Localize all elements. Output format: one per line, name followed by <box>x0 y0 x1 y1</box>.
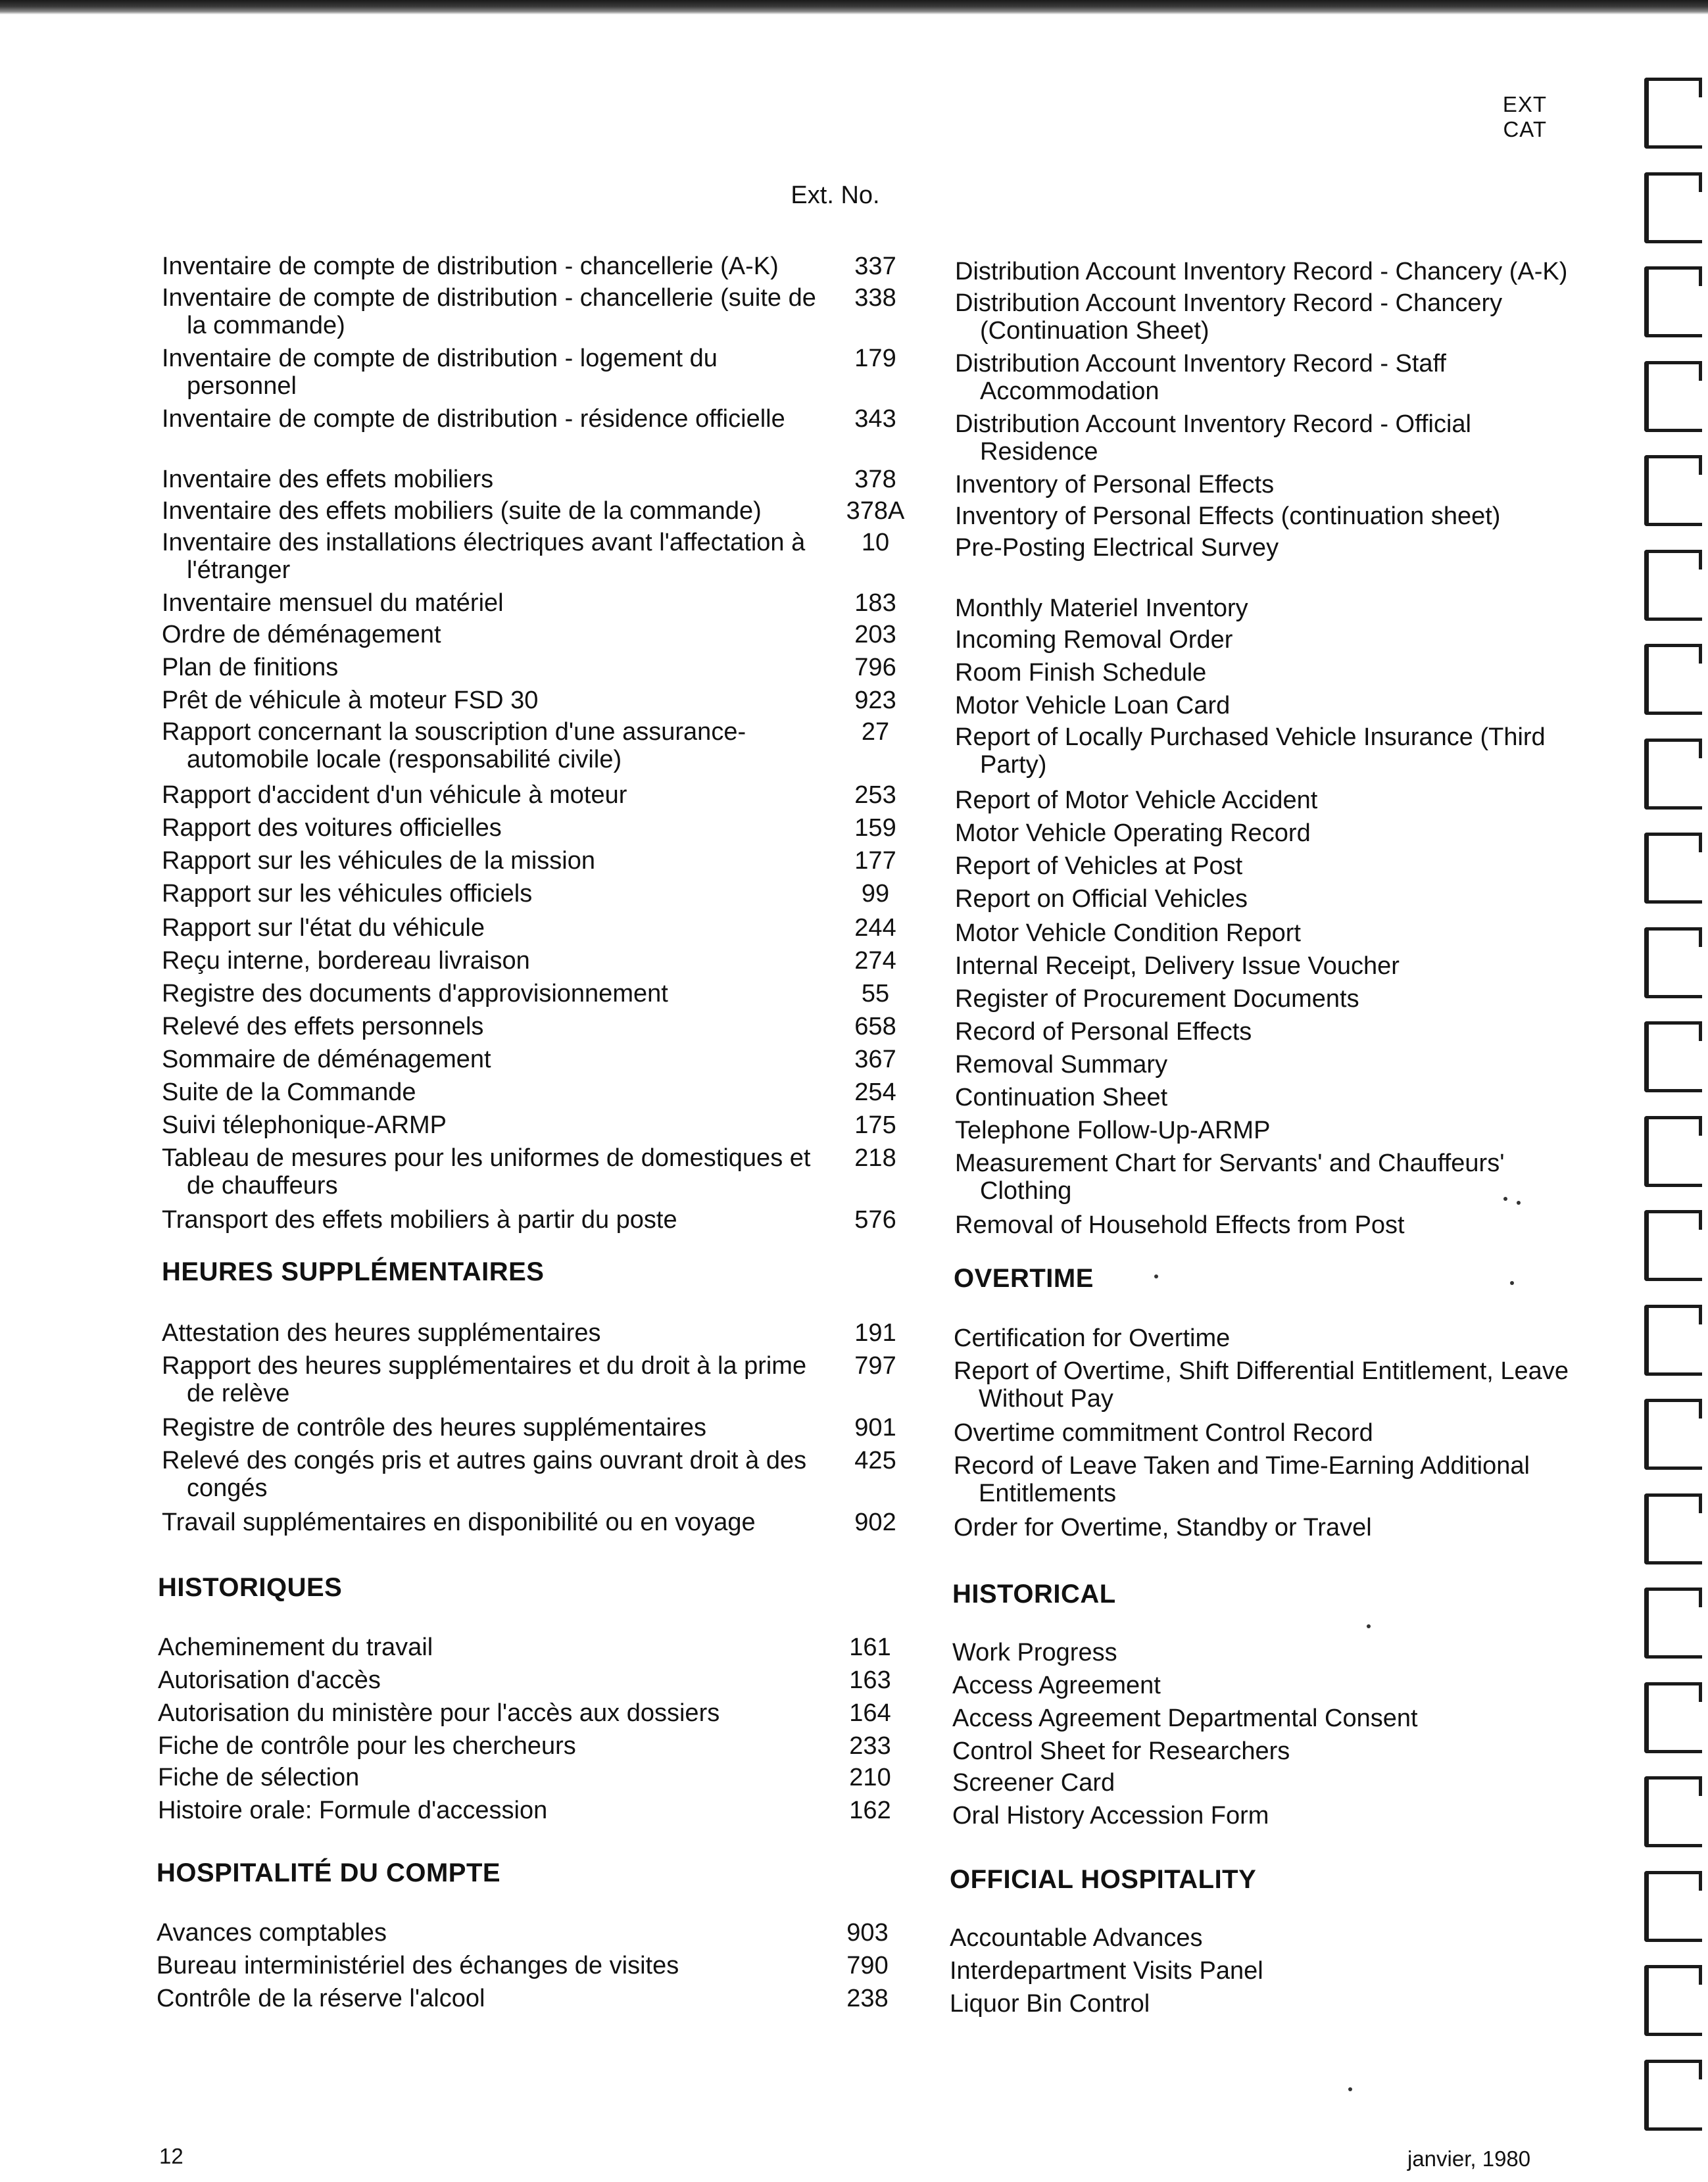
binder-ring <box>1644 266 1702 337</box>
form-ext-number: 162 <box>849 1797 891 1824</box>
binder-ring <box>1644 1965 1702 2036</box>
form-title-fr: Fiche de contrôle pour les chercheurs <box>158 1732 576 1760</box>
form-title-en: Incoming Removal Order <box>955 626 1233 654</box>
form-title-fr: Inventaire de compte de distribution - chancellerie (suite de la commande) <box>162 284 816 339</box>
form-ext-number: 658 <box>854 1013 896 1040</box>
form-title-fr: Bureau interministériel des échanges de visites <box>157 1952 679 1979</box>
form-title-en: Telephone Follow-Up-ARMP <box>955 1117 1271 1144</box>
form-title-fr: Rapport des heures supplémentaires et du droit à la prime de relève <box>162 1352 807 1407</box>
scan-speck <box>1510 1281 1514 1285</box>
form-ext-number: 576 <box>854 1206 896 1234</box>
section-heading-fr: HEURES SUPPLÉMENTAIRES <box>162 1257 545 1286</box>
binder-ring <box>1644 833 1702 904</box>
form-title-fr: Transport des effets mobiliers à partir du poste <box>162 1206 677 1234</box>
form-ext-number: 425 <box>854 1447 896 1474</box>
form-ext-number: 233 <box>849 1732 891 1760</box>
form-title-fr: Inventaire des installations électriques avant l'affectation à l'étranger <box>162 529 806 584</box>
form-ext-number: 367 <box>854 1046 896 1073</box>
form-ext-number: 210 <box>849 1764 891 1791</box>
form-ext-number: 191 <box>854 1319 896 1347</box>
binder-ring <box>1644 172 1702 243</box>
scan-speck <box>1517 1201 1521 1205</box>
form-title-en: Removal Summary <box>955 1051 1168 1079</box>
scan-speck <box>1348 2087 1352 2091</box>
form-title-fr: Reçu interne, bordereau livraison <box>162 947 530 975</box>
form-ext-number: 903 <box>846 1919 889 1947</box>
form-title-en: Interdepartment Visits Panel <box>950 1957 1263 1985</box>
form-title-fr: Ordre de déménagement <box>162 621 441 648</box>
form-title-en: Pre-Posting Electrical Survey <box>955 534 1279 562</box>
form-title-en: Accountable Advances <box>950 1924 1203 1952</box>
form-title-fr: Inventaire des effets mobiliers <box>162 466 494 493</box>
form-ext-number: 901 <box>854 1414 896 1442</box>
form-title-fr: Inventaire de compte de distribution - chancellerie (A-K) <box>162 253 779 280</box>
form-title-fr: Inventaire mensuel du matériel <box>162 589 504 617</box>
form-title-en: Inventory of Personal Effects (continuation sheet) <box>955 502 1501 530</box>
form-title-en: Report on Official Vehicles <box>955 885 1248 913</box>
form-ext-number: 797 <box>854 1352 896 1380</box>
form-ext-number: 338 <box>854 284 896 312</box>
form-title-en: Internal Receipt, Delivery Issue Voucher <box>955 952 1400 980</box>
form-title-en: Removal of Household Effects from Post <box>955 1211 1405 1239</box>
binder-ring <box>1644 1399 1702 1470</box>
form-title-fr: Inventaire de compte de distribution - résidence officielle <box>162 405 785 433</box>
form-title-en: Motor Vehicle Loan Card <box>955 692 1231 719</box>
form-title-en: Screener Card <box>952 1769 1115 1797</box>
section-heading-en: OFFICIAL HOSPITALITY <box>950 1865 1257 1894</box>
form-title-fr: Relevé des congés pris et autres gains ouvrant droit à des congés <box>162 1447 807 1502</box>
binder-ring <box>1644 1305 1702 1376</box>
scan-speck <box>1503 1197 1507 1201</box>
form-title-en: Report of Overtime, Shift Differential Entitlement, Leave Without Pay <box>954 1357 1569 1413</box>
form-title-en: Distribution Account Inventory Record - Chancery (A-K) <box>955 258 1568 285</box>
form-ext-number: 343 <box>854 405 896 433</box>
form-title-fr: Histoire orale: Formule d'accession <box>158 1797 548 1824</box>
form-title-en: Control Sheet for Researchers <box>952 1737 1290 1765</box>
form-title-fr: Sommaire de déménagement <box>162 1046 491 1073</box>
form-title-fr: Travail supplémentaires en disponibilité ou en voyage <box>162 1509 756 1536</box>
binder-ring <box>1644 361 1702 432</box>
form-title-fr: Tableau de mesures pour les uniformes de domestiques et de chauffeurs <box>162 1144 811 1200</box>
form-ext-number: 159 <box>854 814 896 842</box>
section-heading-fr: HISTORIQUES <box>158 1573 343 1602</box>
form-title-fr: Suivi télephonique-ARMP <box>162 1111 447 1139</box>
page-date: janvier, 1980 <box>1407 2146 1531 2171</box>
binder-ring <box>1644 1776 1702 1847</box>
form-title-fr: Autorisation d'accès <box>158 1666 381 1694</box>
form-title-en: Monthly Materiel Inventory <box>955 594 1248 622</box>
form-ext-number: 177 <box>854 847 896 875</box>
form-title-fr: Fiche de sélection <box>158 1764 360 1791</box>
form-title-en: Distribution Account Inventory Record - Chancery (Continuation Sheet) <box>955 289 1503 345</box>
form-ext-number: 163 <box>849 1666 891 1694</box>
form-ext-number: 923 <box>854 687 896 714</box>
form-title-en: Certification for Overtime <box>954 1324 1231 1352</box>
form-ext-number: 378A <box>846 497 905 525</box>
form-ext-number: 337 <box>854 253 896 280</box>
binder-rings <box>1636 0 1708 2182</box>
form-ext-number: 274 <box>854 947 896 975</box>
form-ext-number: 238 <box>846 1985 889 2012</box>
form-title-en: Work Progress <box>952 1639 1117 1666</box>
form-title-fr: Rapport sur les véhicules officiels <box>162 880 533 908</box>
form-ext-number: 161 <box>849 1634 891 1661</box>
binder-ring <box>1644 550 1702 621</box>
binder-ring <box>1644 1871 1702 1942</box>
form-title-fr: Rapport des voitures officielles <box>162 814 502 842</box>
form-ext-number: 218 <box>854 1144 896 1172</box>
form-title-en: Access Agreement <box>952 1672 1161 1699</box>
binder-ring <box>1644 1021 1702 1092</box>
form-title-fr: Avances comptables <box>157 1919 387 1947</box>
form-title-en: Report of Locally Purchased Vehicle Insurance (Third Party) <box>955 723 1546 779</box>
form-ext-number: 796 <box>854 654 896 681</box>
form-title-fr: Suite de la Commande <box>162 1079 416 1106</box>
form-title-fr: Autorisation du ministère pour l'accès aux dossiers <box>158 1699 720 1727</box>
form-title-en: Register of Procurement Documents <box>955 985 1359 1013</box>
form-title-en: Liquor Bin Control <box>950 1990 1150 2018</box>
form-title-fr: Rapport d'accident d'un véhicule à moteur <box>162 781 627 809</box>
form-title-fr: Inventaire des effets mobiliers (suite de la commande) <box>162 497 762 525</box>
binder-ring <box>1644 78 1702 149</box>
binder-ring <box>1644 1116 1702 1187</box>
binder-ring <box>1644 927 1702 998</box>
form-title-fr: Relevé des effets personnels <box>162 1013 484 1040</box>
form-title-en: Continuation Sheet <box>955 1084 1168 1111</box>
form-title-fr: Inventaire de compte de distribution - logement du personnel <box>162 345 718 400</box>
binder-ring <box>1644 455 1702 526</box>
binder-ring <box>1644 1588 1702 1659</box>
form-title-fr: Registre des documents d'approvisionnement <box>162 980 668 1007</box>
form-title-en: Oral History Accession Form <box>952 1802 1269 1830</box>
section-heading-en: HISTORICAL <box>952 1580 1116 1609</box>
binder-ring <box>1644 1493 1702 1564</box>
binder-ring <box>1644 644 1702 715</box>
form-title-fr: Attestation des heures supplémentaires <box>162 1319 601 1347</box>
form-title-en: Distribution Account Inventory Record - Official Residence <box>955 410 1471 466</box>
form-title-en: Overtime commitment Control Record <box>954 1419 1373 1447</box>
form-title-fr: Rapport sur les véhicules de la mission <box>162 847 595 875</box>
section-heading-fr: HOSPITALITÉ DU COMPTE <box>157 1858 501 1887</box>
binder-ring <box>1644 2060 1702 2131</box>
form-title-en: Report of Vehicles at Post <box>955 852 1243 880</box>
binder-ring <box>1644 739 1702 810</box>
form-title-en: Motor Vehicle Operating Record <box>955 819 1311 847</box>
form-ext-number: 253 <box>854 781 896 809</box>
form-title-en: Motor Vehicle Condition Report <box>955 919 1301 947</box>
form-title-en: Report of Motor Vehicle Accident <box>955 787 1318 814</box>
form-ext-number: 378 <box>854 466 896 493</box>
binder-ring <box>1644 1682 1702 1753</box>
form-title-fr: Rapport sur l'état du véhicule <box>162 914 485 942</box>
form-title-en: Distribution Account Inventory Record - Staff Accommodation <box>955 350 1446 405</box>
form-title-en: Record of Personal Effects <box>955 1018 1252 1046</box>
scan-speck <box>1367 1624 1371 1628</box>
form-title-fr: Rapport concernant la souscription d'une assurance-automobile locale (responsabilité civile) <box>162 718 746 773</box>
form-ext-number: 55 <box>861 980 890 1007</box>
form-ext-number: 99 <box>861 880 890 908</box>
form-ext-number: 254 <box>854 1079 896 1106</box>
form-ext-number: 790 <box>846 1952 889 1979</box>
form-ext-number: 244 <box>854 914 896 942</box>
form-title-en: Inventory of Personal Effects <box>955 471 1275 498</box>
form-title-en: Measurement Chart for Servants' and Chauffeurs' Clothing <box>955 1150 1505 1205</box>
form-title-fr: Acheminement du travail <box>158 1634 433 1661</box>
ext-no-column-header: Ext. No. <box>791 182 880 209</box>
form-ext-number: 179 <box>854 345 896 372</box>
form-title-en: Record of Leave Taken and Time-Earning Additional Entitlements <box>954 1452 1530 1507</box>
catalogue-code: EXT CAT <box>1502 92 1547 141</box>
form-title-en: Access Agreement Departmental Consent <box>952 1705 1418 1732</box>
form-ext-number: 183 <box>854 589 896 617</box>
form-ext-number: 27 <box>861 718 890 746</box>
form-title-fr: Plan de finitions <box>162 654 339 681</box>
form-ext-number: 164 <box>849 1699 891 1727</box>
form-title-fr: Contrôle de la réserve l'alcool <box>157 1985 485 2012</box>
form-title-en: Room Finish Schedule <box>955 659 1207 687</box>
section-heading-en: OVERTIME <box>954 1264 1094 1293</box>
page-number: 12 <box>159 2144 183 2168</box>
form-title-en: Order for Overtime, Standby or Travel <box>954 1514 1372 1541</box>
form-title-fr: Prêt de véhicule à moteur FSD 30 <box>162 687 539 714</box>
form-title-fr: Registre de contrôle des heures supplémentaires <box>162 1414 707 1442</box>
scan-speck <box>1154 1274 1158 1278</box>
form-ext-number: 10 <box>861 529 890 556</box>
binder-ring <box>1644 1210 1702 1281</box>
form-ext-number: 175 <box>854 1111 896 1139</box>
form-ext-number: 203 <box>854 621 896 648</box>
form-ext-number: 902 <box>854 1509 896 1536</box>
